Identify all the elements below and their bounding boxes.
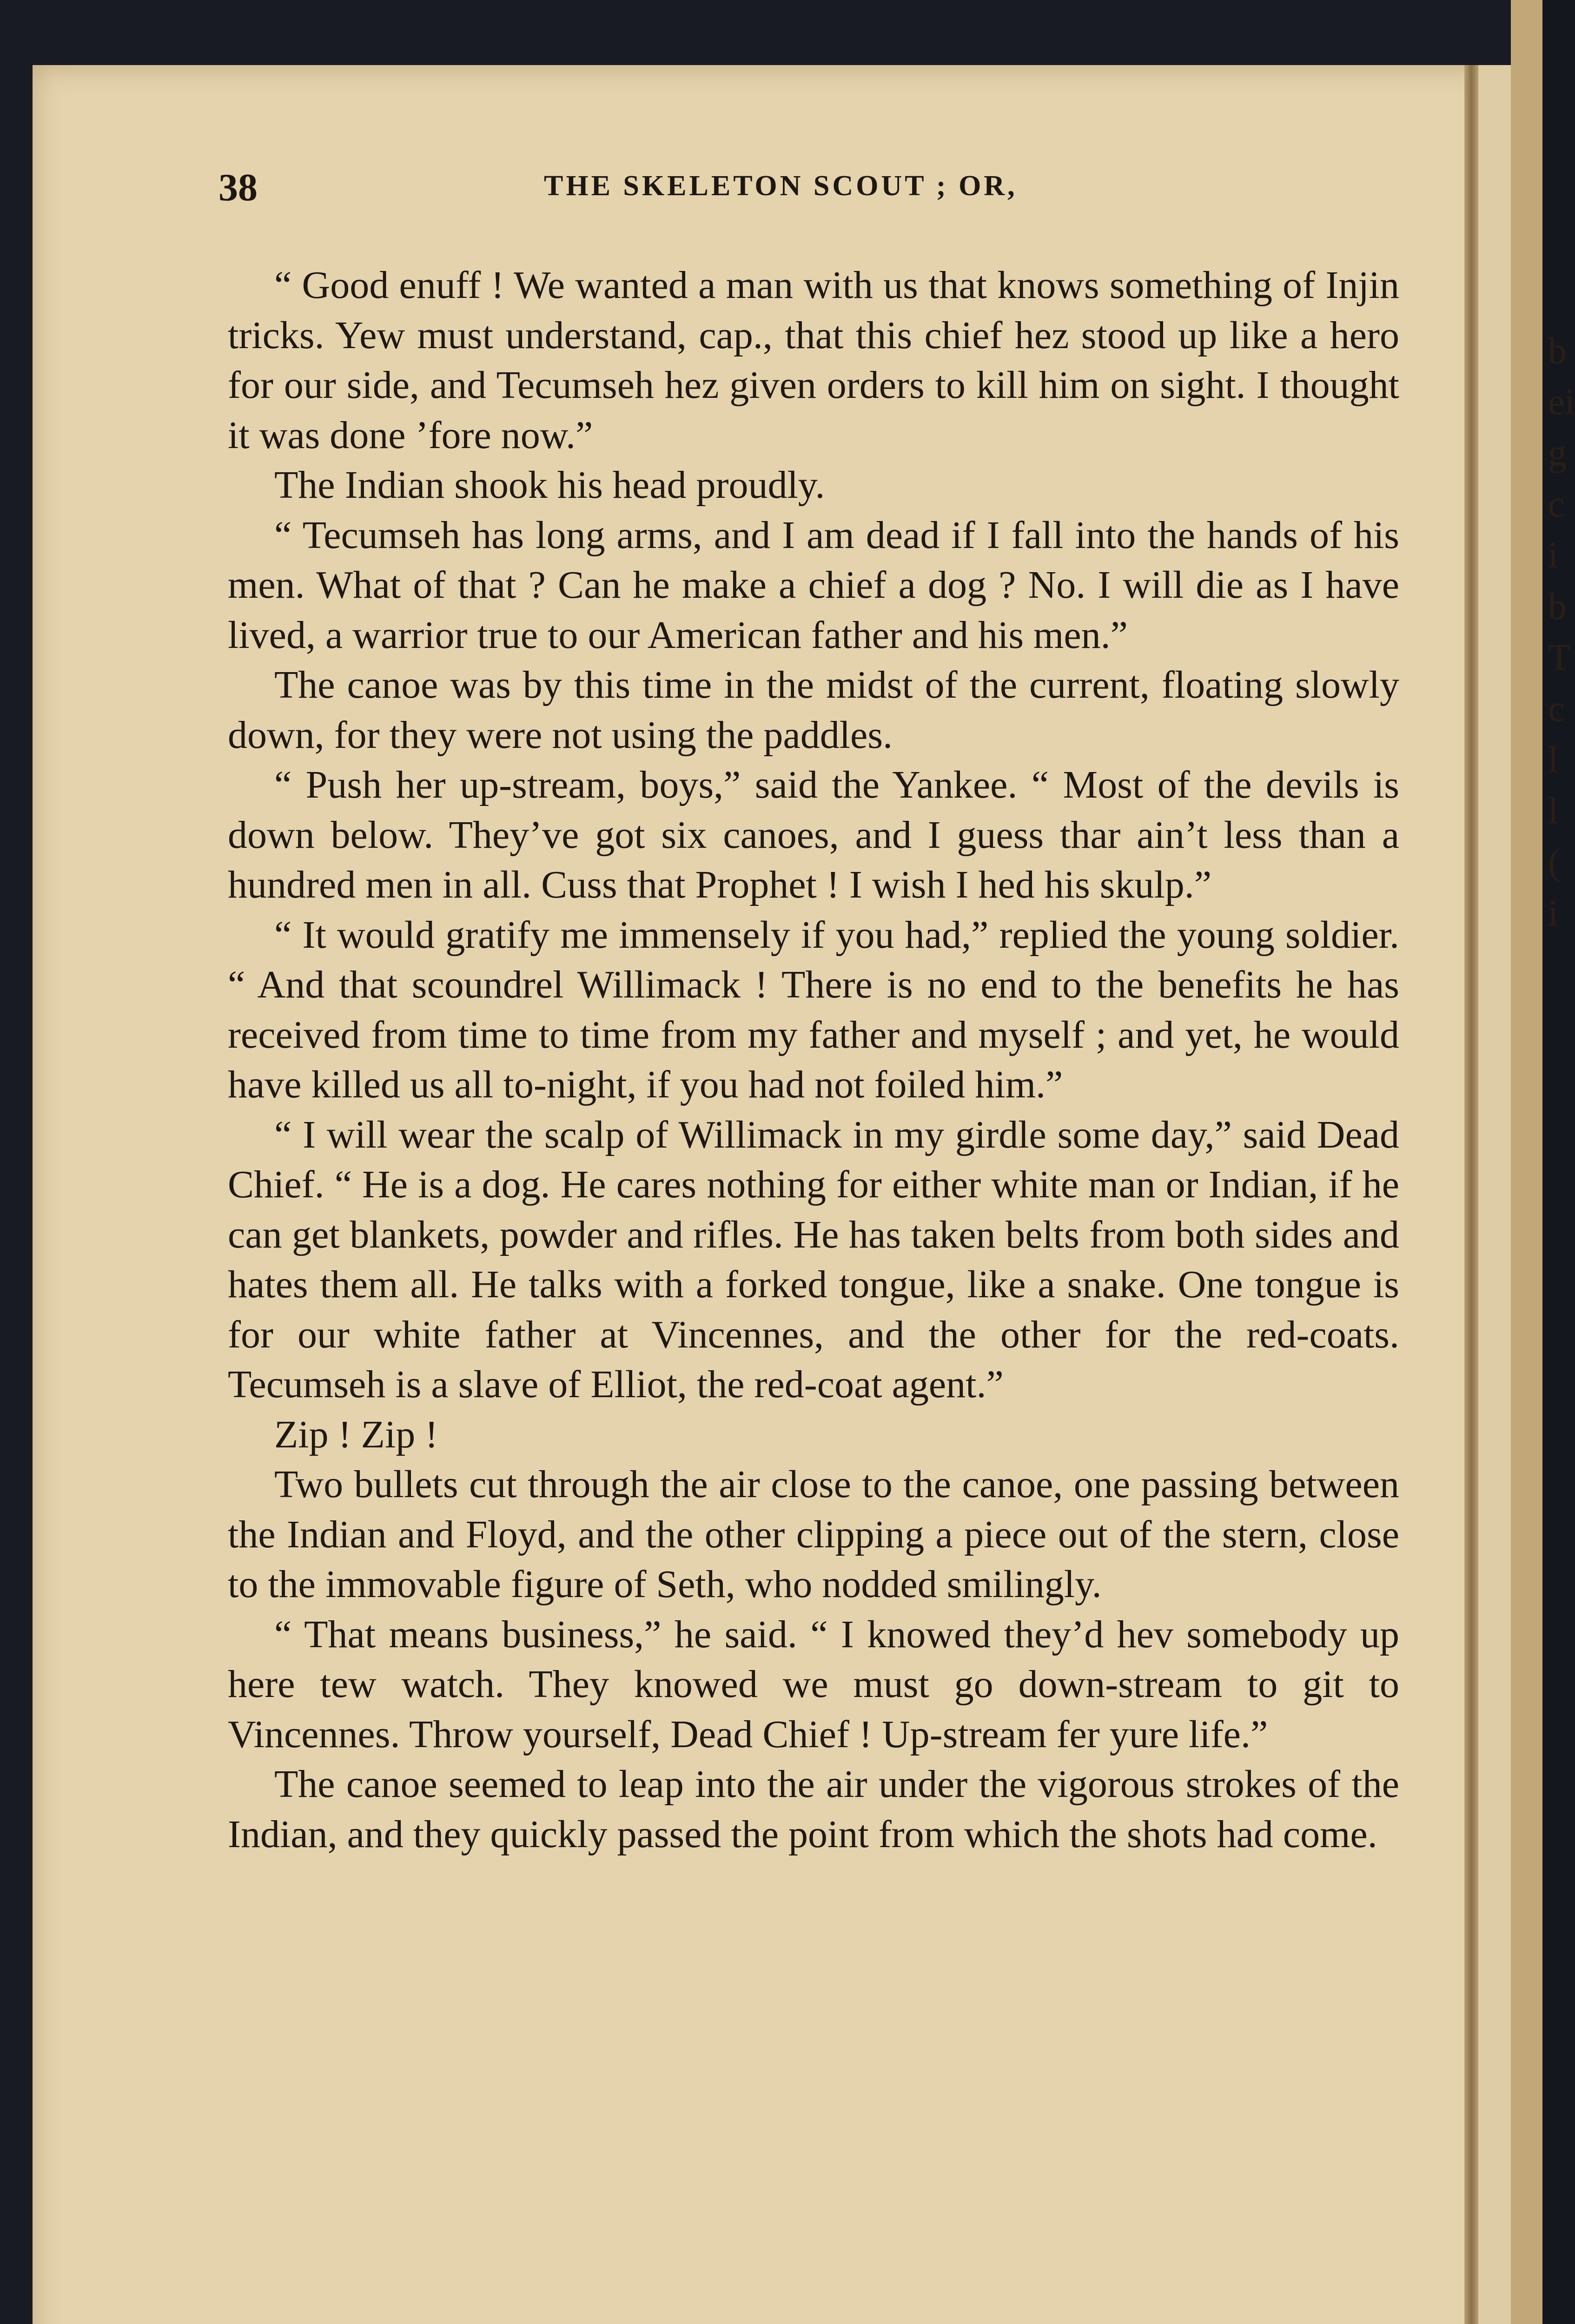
facing-page-letter: b [1548,586,1567,627]
facing-page-letter: b [1548,330,1567,371]
page-header [218,165,1423,221]
running-head: THE SKELETON SCOUT ; OR, [544,170,1018,202]
facing-page-letter: ei [1548,382,1575,423]
paragraph: The Indian shook his head proudly. [274,463,825,507]
paragraph: Two bullets cut through the air close to the canoe, one passing between the Indian and Floyd, and the other clipping a piece out of the stern, close to the immovable figure of Seth, who nodded smilingly. [228,1463,1399,1606]
facing-page-letter: i [1548,893,1559,934]
facing-page-letter: i [1548,535,1559,576]
facing-page-letter: T [1548,637,1571,678]
paragraph: “ Tecumseh has long arms, and I am dead if I fall into the hands of his men. What of that ? Can he make a chief a dog ? No. I will die as I have lived, a warrior true to our American father and his men.” [228,513,1399,657]
facing-page-letter: l [1548,791,1559,832]
body-text [228,260,1399,1859]
paragraph: The canoe seemed to leap into the air under the vigorous strokes of the Indian, and they quickly passed the point from which the shots had come. [228,1763,1399,1856]
paragraph: “ That means business,” he said. “ I knowed they’d hev somebody up here tew watch. They knowed we must go down-stream to git to Vincennes. Throw yourself, Dead Chief ! Up-stream fer yure life.” [228,1612,1399,1756]
paragraph: “ Good enuff ! We wanted a man with us that knows something of Injin tricks. Yew must understand, cap., that this chief hez stood up like a hero for our side, and Tecumseh hez given orders to kill him on sight. I thought it was done ’fore now.” [228,264,1399,457]
facing-page-letter: ( [1548,842,1561,883]
paragraph: “ I will wear the scalp of Willimack in my girdle some day,” said Dead Chief. “ He is a dog. He cares nothing for either white man or Indian, if he can get blankets, powder and rifles. He has taken belts from both sides and hates them all. He talks with a forked tongue, like a snake. One tongue is for our white father at Vincennes, and the other for the red-coats. Tecumseh is a slave of Elliot, the red-coat agent.” [228,1113,1399,1406]
paragraph: “ It would gratify me immensely if you had,” replied the young soldier. “ And that scoundrel Willimack ! There is no end to the benefits he has received from time to time from my father and myself ; and yet, he would have killed us all to-night, if you had not foiled him.” [228,913,1399,1106]
facing-page-letter: c [1548,484,1565,525]
book-spine-edge [1511,0,1542,2324]
paragraph: Zip ! Zip ! [274,1413,438,1456]
page-gutter [1464,65,1478,2324]
facing-page-letter: g [1548,433,1567,474]
facing-page-letter: l [1548,739,1559,780]
page-number: 38 [218,166,258,209]
paragraph: “ Push her up-stream, boys,” said the Yankee. “ Most of the devils is down below. They’ve got six canoes, and I guess thar ain’t less than a hundred men in all. Cuss that Prophet ! I wish I hed his skulp.” [228,763,1399,906]
facing-page-letter: c [1548,688,1565,729]
paragraph: The canoe was by this time in the midst of the current, floating slowly down, for they were not using the paddles. [228,663,1399,757]
